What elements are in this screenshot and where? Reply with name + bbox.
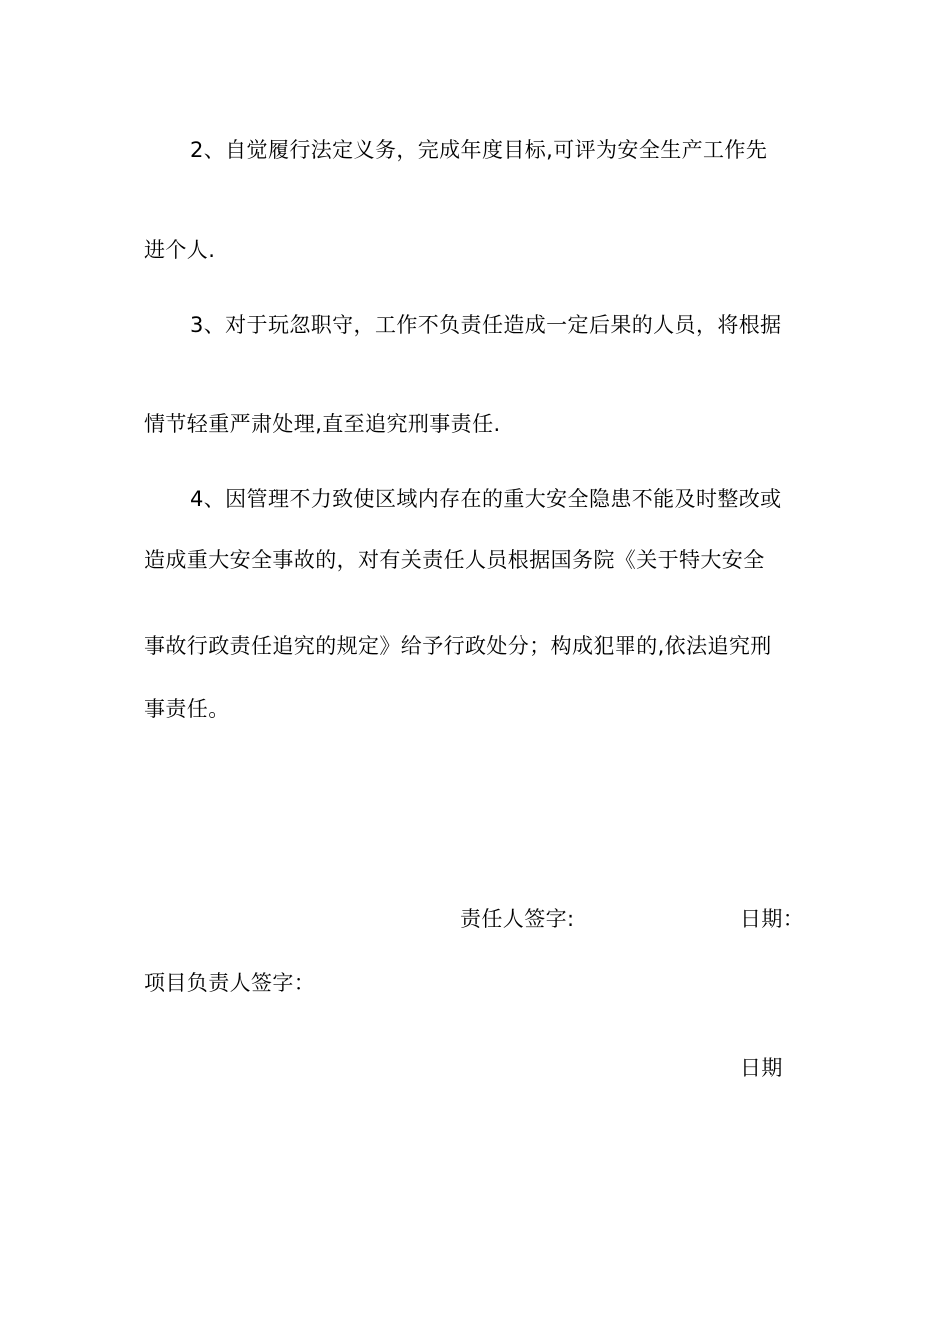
clause-4-line-1: 4、因管理不力致使区域内存在的重大安全隐患不能及时整改或 [190,487,782,511]
clause-4-line-2: 造成重大安全事故的，对有关责任人员根据国务院《关于特大安全 [144,548,765,572]
clause-4-line-3: 事故行政责任追究的规定》给予行政处分；构成犯罪的,依法追究刑 [144,634,772,658]
clause-4-line-4: 事责任。 [144,697,230,721]
clause-2-line-1: 2、自觉履行法定义务，完成年度目标,可评为安全生产工作先 [190,138,768,162]
project-manager-signature-label: 项目负责人签字： [144,971,316,995]
clause-3-line-2: 情节轻重严肃处理,直至追究刑事责任. [144,412,501,436]
clause-3-line-1: 3、对于玩忽职守，工作不负责任造成一定后果的人员，将根据 [190,313,782,337]
date-label-1: 日期： [740,907,805,931]
responsible-person-signature-label: 责任人签字: [460,907,575,931]
clause-2-line-2: 进个人. [144,238,216,262]
date-label-2: 日期 [740,1056,783,1080]
